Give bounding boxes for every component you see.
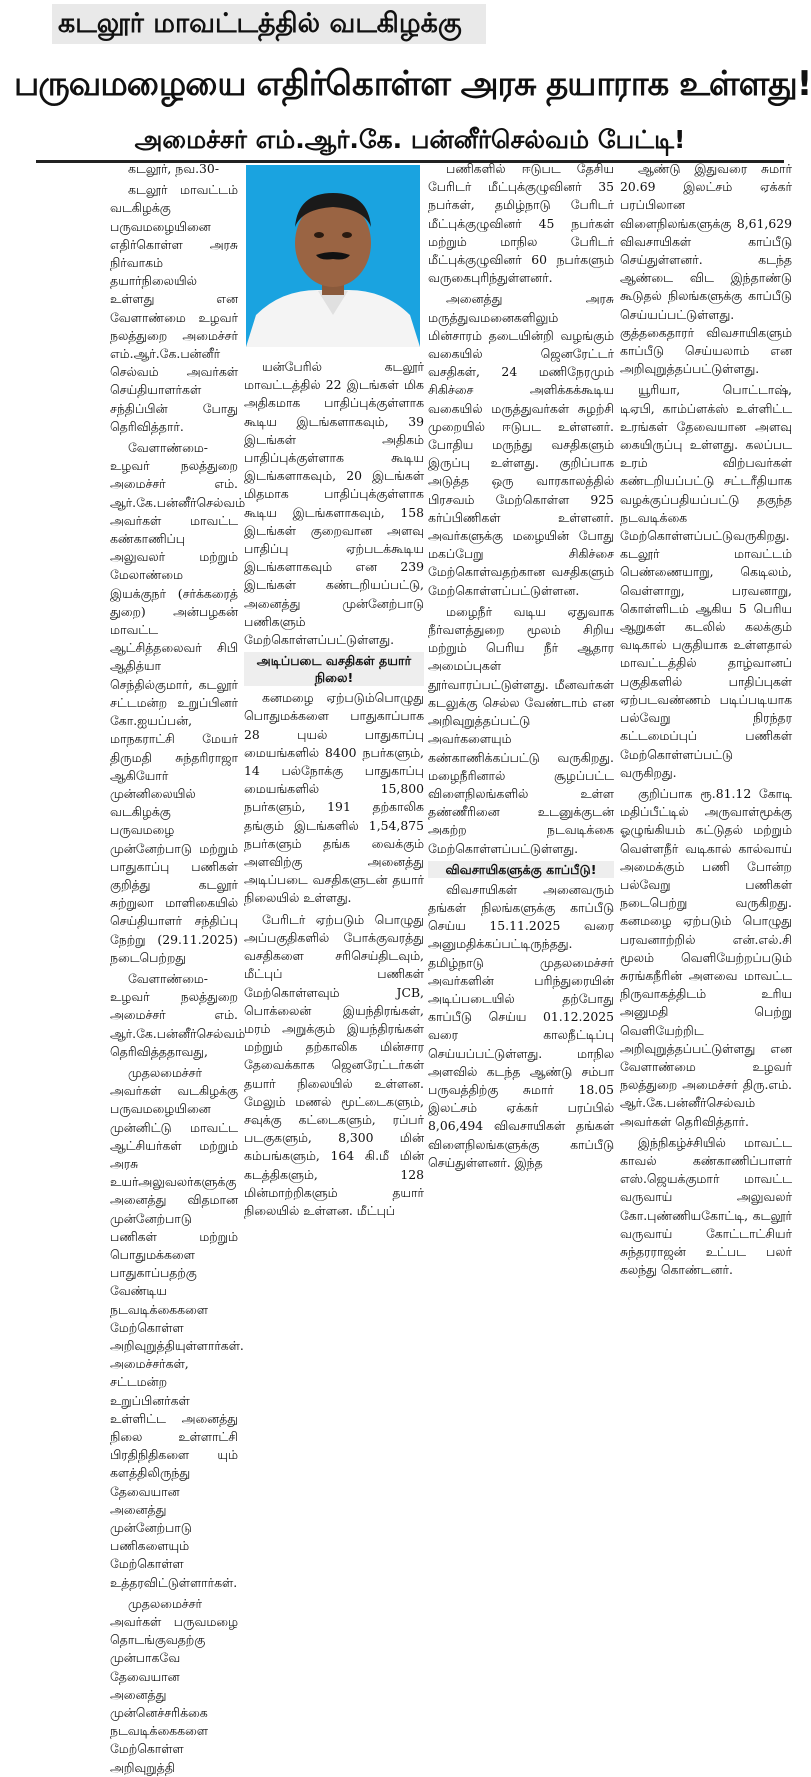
paragraph: யன்பேரில் கடலூர் மாவட்டத்தில் 22 இடங்கள் மிக அதிகமாக பாதிப்புக்குள்ளாக கூடிய இடங்களாகவும், 39 இடங்கள் அதிகம் பாதிப்புக்குள்ளாக கூடிய இடங்களாகவும், 20 இடங்கள் மிதமாக பாதிப்புக்குள்ளாக கூடிய இடங்களாகவும், 158 இடங்கள் குறைவான அளவு பாதிப்பு ஏற்படக்கூடிய இடங்களாகவும் என 239 இடங்கள் கண்டறியப்பட்டு, அனைத்து முன்னேற்பாடு பணிகளும் மேற்கொள்ளப்பட்டுள்ளது. xyxy=(244,359,424,648)
main-headline: பருவமழையை எதிர்கொள்ள அரசு தயாராக உள்ளது! xyxy=(14,64,811,104)
dateline: கடலூர், நவ.30- xyxy=(128,161,219,176)
kicker-headline: கடலூர் மாவட்டத்தில் வடகிழக்கு xyxy=(52,4,486,44)
subheadline: அமைச்சர் எம்.ஆர்.கே. பன்னீர்செல்வம் பேட்டி! xyxy=(134,125,686,154)
paragraph: கனமழை ஏற்படும்பொழுது பொதுமக்களை பாதுகாப்பாக 28 புயல் பாதுகாப்பு மையங்களில் 8400 நபர்களும், 14 பல்நோக்கு பாதுகாப்பு மையங்களில் 15,800 நபர்களும், 191 தற்காலிக தங்கும் இடங்களில் 1,54,875 நபர்களும் தங்க வைக்கும் அளவிற்கு அனைத்து அடிப்படை வசதிகளுடன் தயார் நிலையில் உள்ளது. xyxy=(244,690,424,906)
paragraph: அனைத்து அரசு மருத்துவமனைகளிலும் மின்சாரம் தடையின்றி வழங்கும் வகையில் ஜெனரேட்டர் வசதிகள், 24 மணிநேரமும் சிகிச்சை அளிக்கக்கூடிய வகையில் மருத்துவர்கள் சுழற்சி முறையில் ஈடுபட உள்ளனர். போதிய மருந்து வசதிகளும் இருப்பு உள்ளது. குறிப்பாக அடுத்த ஒரு வாரகாலத்தில் பிரசவம் மேற்கொள்ள 925 கர்ப்பிணிகள் உள்ளனர். அவர்களுக்கு மழையின் போது மகப்பேறு சிகிச்சை மேற்கொள்வதற்கான வசதிகளும் மேற்கொள்ளப்பட்டுள்ளன. xyxy=(428,291,614,598)
minister-photo xyxy=(246,165,420,347)
paragraph: வேளாண்மை-உழவர் நலத்துறை அமைச்சர் எம். ஆர்.கே.பன்னீர்செல்வம் அவர்கள் மாவட்ட கண்காணிப்பு அலுவலர் மற்றும் மேலாண்மை இயக்குநர் (சர்க்கரைத் துறை) அன்பழகன் மாவட்ட ஆட்சித்தலைவர் சிபி ஆதித்யா செந்தில்குமார், கடலூர் சட்டமன்ற உறுப்பினர் கோ.ஐயப்பன், மாநகராட்சி மேயர் திருமதி சுந்தரிராஜா ஆகியோர் முன்னிலையில் வடகிழக்கு பருவமழை முன்னேற்பாடு மற்றும் பாதுகாப்பு பணிகள் குறித்து கடலூர் சுற்றுலா மாளிகையில் செய்தியாளர் சந்திப்பு நேற்று (29.11.2025) நடைபெற்றது xyxy=(110,440,246,965)
paragraph: முதலமைச்சர் அவர்கள் பருவமழை தொடங்குவதற்கு முன்பாகவே தேவையான அனைத்து முன்னெச்சரிக்கை நடவடிக்கைகளை மேற்கொள்ள அறிவுறுத்தி xyxy=(110,1595,238,1775)
paragraph: இந்நிகழ்ச்சியில் மாவட்ட காவல் கண்காணிப்பாளர் எஸ்.ஜெயக்குமார் மாவட்ட வருவாய் அலுவலர் கோ.புண்ணியகோட்டி, கடலூர் வருவாய் கோட்டாட்சியர் சுந்தரராஜன் உட்பட பலர் கலந்து கொண்டனர். xyxy=(620,1134,792,1278)
paragraph: கடலூர் மாவட்டம் வடகிழக்கு பருவமழையினை எதிர்கொள்ள அரசு நிர்வாகம் தயார்நிலையில் உள்ளது என வேளாண்மை உழவர் நலத்துறை அமைச்சர் எம்.ஆர்.கே.பன்னீர் செல்வம் அவர்கள் செய்தியாளர்கள் சந்திப்பின் போது தெரிவித்தார். xyxy=(110,182,238,434)
paragraph: வேளாண்மை-உழவர் நலத்துறை அமைச்சர் எம். ஆர்.கே.பன்னீர்செல்வம் தெரிவித்ததாவது, xyxy=(110,970,246,1059)
paragraph: விவசாயிகள் அனைவரும் தங்கள் நிலங்களுக்கு காப்பீடு செய்ய 15.11.2025 வரை அனுமதிக்கப்பட்டிருந்தது. தமிழ்நாடு முதலமைச்சர் அவர்களின் பரிந்துரையின் அடிப்படையில் தற்போது காப்பீடு செய்ய 01.12.2025 வரை காலநீட்டிப்பு செய்யப்பட்டுள்ளது. மாநில அளவில் கடந்த ஆண்டு சம்பா பருவத்திற்கு சுமார் 18.05 இலட்சம் ஏக்கர் பரப்பில் 8,06,494 விவசாயிகள் தங்கள் விளைநிலங்களுக்கு காப்பீடு செய்துள்ளனர். இந்த xyxy=(428,881,614,1170)
paragraph: குறிப்பாக ரூ.81.12 கோடி மதிப்பீட்டில் அருவாள்மூக்கு ஓழுங்கியம் கட்டுதல் மற்றும் வெள்ளநீர் வடிகால் கால்வாய் அமைக்கும் பணி போன்ற பல்வேறு பணிகள் நடைபெற்று வருகிறது. கனமழை ஏற்படும் பொழுது பரவனாற்றில் என்.எல்.சி மூலம் வெளியேற்றப்படும் சுரங்கநீரின் அளவை மாவட்ட நிருவாகத்திடம் உரிய அனுமதி பெற்று வெளியேற்றிட அறிவுறுத்தப்பட்டுள்ளது என வேளாண்மை உழவர் நலத்துறை அமைச்சர் திரு.எம். ஆர்.கே.பன்னீர்செல்வம் அவர்கள் தெரிவித்தார். xyxy=(620,785,792,1129)
section-subtitle-facilities: அடிப்படை வசதிகள் தயார் நிலை! xyxy=(244,652,424,686)
article-column-2 xyxy=(244,358,424,1218)
paragraph: பேரிடர் ஏற்படும் பொழுது அப்பகுதிகளில் போக்குவரத்து வசதிகளை சரிசெய்திடவும், மீட்புப் பணிகள் மேற்கொள்ளவும் JCB, பொக்லைன் இயந்திரங்கள், மரம் அறுக்கும் இயந்திரங்கள் மற்றும் தற்காலிக மின்சார தேவைக்காக ஜெனரேட்டர்கள் தயார் நிலையில் உள்ளன. மேலும் மணல் மூட்டைகளும், சவுக்கு கட்டைகளும், ரப்பர் படகுகளும், 8,300 மின் கம்பங்களும், 164 கி.மீ மின் கடத்திகளும், 128 மின்மாற்றிகளும் தயார் நிலையில் உள்ளன. மீட்புப் xyxy=(244,911,424,1218)
article-column-1 xyxy=(110,160,246,1775)
article-column-4 xyxy=(620,160,792,1278)
paragraph: ஆண்டு இதுவரை சுமார் 20.69 இலட்சம் ஏக்கர் பரப்பிலான விளைநிலங்களுக்கு 8,61,629 விவசாயிகள் காப்பீடு செய்துள்ளனர். கடந்த ஆண்டை விட இந்தாண்டு கூடுதல் நிலங்களுக்கு காப்பீடு செய்யப்பட்டுள்ளது. குத்தகைதாரர் விவசாயிகளும் காப்பீடு செய்யலாம் என அறிவுறுத்தப்பட்டுள்ளது. xyxy=(620,161,792,377)
paragraph: முதலமைச்சர் அவர்கள் வடகிழக்கு பருவமழையினை முன்னிட்டு மாவட்ட ஆட்சியர்கள் மற்றும் அரசு உயர்அலுவலர்களுக்கு அனைத்து விதமான முன்னேற்பாடு பணிகள் மற்றும் பொதுமக்களை பாதுகாப்பதற்கு வேண்டிய நடவடிக்கைகளை மேற்கொள்ள அறிவுறுத்தியுள்ளார்கள். அமைச்சர்கள், சட்டமன்ற உறுப்பினர்கள் உள்ளிட்ட அனைத்து நிலை உள்ளாட்சி பிரதிநிதிகளை யும் களத்திலிருந்து தேவையான அனைத்து முன்னேற்பாடு பணிகளையும் மேற்கொள்ள உத்தரவிட்டுள்ளார்கள். xyxy=(110,1064,244,1590)
minister-portrait-icon xyxy=(246,165,420,347)
paragraph: யூரியா, பொட்டாஷ், டிஏபி, காம்ப்ளக்ஸ் உள்ளிட்ட உரங்கள் தேவையான அளவு கையிருப்பு உள்ளது. கலப்பட உரம் விற்பவர்கள் கண்டறியப்பட்டு சட்டரீதியாக வழக்குப்பதியப்பட்டு தகுந்த நடவடிக்கை மேற்கொள்ளப்பட்டுவருகிறது. கடலூர் மாவட்டம் பெண்ணையாறு, கெடிலம், வெள்ளாறு, பரவனாறு, கொள்ளிடம் ஆகிய 5 பெரிய ஆறுகள் கடலில் கலக்கும் வடிகால் பகுதியாக உள்ளதால் மாவட்டத்தில் தாழ்வானப் பகுதிகளில் பாதிப்புகள் ஏற்படவண்ணம் படிப்படியாக பல்வேறு நிரந்தர கட்டமைப்புப் பணிகள் மேற்கொள்ளப்பட்டு வருகிறது. xyxy=(620,382,792,780)
article-column-3 xyxy=(428,160,614,1190)
paragraph: மழைநீர் வடிய ஏதுவாக நீர்வளத்துறை மூலம் சிறிய மற்றும் பெரிய நீர் ஆதார அமைப்புகள் தூர்வாரப்பட்டுள்ளது. மீனவர்கள் கடலுக்கு செல்ல வேண்டாம் என அறிவுறுத்தப்பட்டு அவர்களையும் கண்காணிக்கப்பட்டு வருகிறது. மழைநீரினால் சூழப்பட்ட விளைநிலங்களில் உள்ள தண்ணீரினை உடனுக்குடன் அகற்ற நடவடிக்கை மேற்கொள்ளப்பட்டுள்ளது. xyxy=(428,603,614,856)
paragraph: பணிகளில் ஈடுபட தேசிய பேரிடர் மீட்புக்குழுவினர் 35 நபர்கள், தமிழ்நாடு பேரிடர் மீட்புக்குழுவினர் 45 நபர்கள் மற்றும் மாநில பேரிடர் மீட்புக்குழுவினர் 60 நபர்களும் வருகைபுரிந்துள்ளனர். xyxy=(428,161,614,286)
section-subtitle-insurance: விவசாயிகளுக்கு காப்பீடு! xyxy=(428,861,614,878)
